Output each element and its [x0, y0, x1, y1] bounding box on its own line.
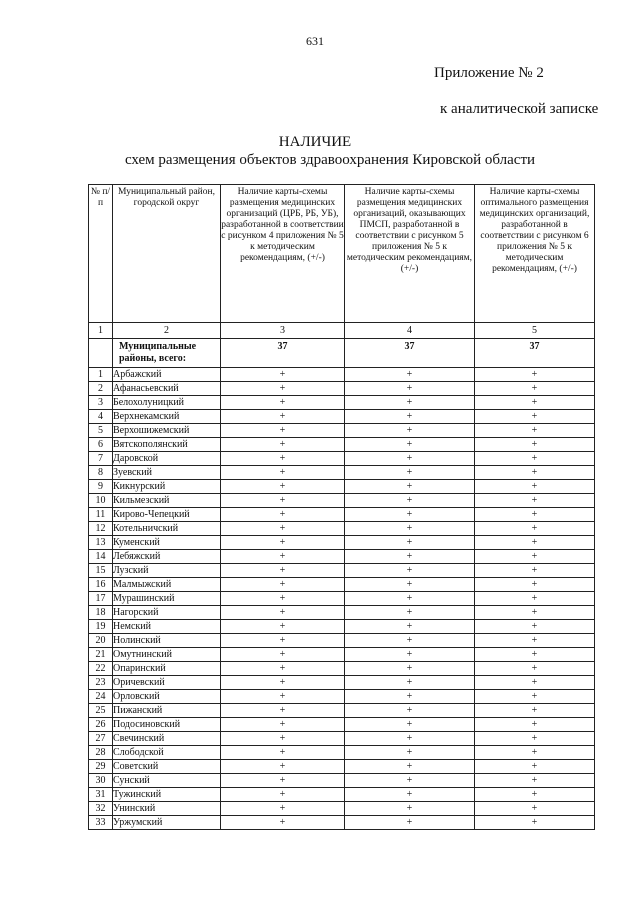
mark-col4: +: [345, 494, 475, 508]
mark-col3: +: [221, 718, 345, 732]
mark-col5: +: [475, 816, 595, 830]
mark-col4: +: [345, 480, 475, 494]
row-number: 2: [89, 382, 113, 396]
column-number: 1: [89, 323, 113, 339]
mark-col4: +: [345, 718, 475, 732]
row-number: 25: [89, 704, 113, 718]
header-row: [89, 185, 595, 323]
column-number: 5: [475, 323, 595, 339]
total-col5: 37: [475, 339, 595, 368]
mark-col4: +: [345, 704, 475, 718]
mark-col4: +: [345, 438, 475, 452]
mark-col4: +: [345, 620, 475, 634]
mark-col5: +: [475, 536, 595, 550]
district-name: Нагорский: [113, 606, 221, 620]
mark-col3: +: [221, 480, 345, 494]
table-row: [89, 704, 595, 718]
mark-col4: +: [345, 452, 475, 466]
header-col3: Наличие карты-схемы размещения медицинских организаций (ЦРБ, РБ, УБ), разработанной в соответствии с рисунком 4 приложения № 5 к методическим рекомендациям, (+/-): [221, 185, 345, 323]
mark-col4: +: [345, 816, 475, 830]
mark-col5: +: [475, 676, 595, 690]
mark-col3: +: [221, 522, 345, 536]
mark-col3: +: [221, 620, 345, 634]
row-number: 32: [89, 802, 113, 816]
mark-col5: +: [475, 480, 595, 494]
row-number: 30: [89, 774, 113, 788]
table-row: [89, 760, 595, 774]
appendix-label: Приложение № 2: [434, 65, 544, 81]
row-number: 11: [89, 508, 113, 522]
mark-col5: +: [475, 578, 595, 592]
district-name: Орловский: [113, 690, 221, 704]
header-col5: Наличие карты-схемы оптимального размещения медицинских организаций, разработанной в соответствии с рисунком 6 приложения № 5 к методическим рекомендациям, (+/-): [475, 185, 595, 323]
row-number: 26: [89, 718, 113, 732]
district-name: Опаринский: [113, 662, 221, 676]
row-number: 23: [89, 676, 113, 690]
header-district: Муниципальный район, городской округ: [113, 185, 221, 323]
document-title: НАЛИЧИЕ: [278, 134, 352, 150]
mark-col5: +: [475, 382, 595, 396]
district-name: Подосиновский: [113, 718, 221, 732]
mark-col4: +: [345, 690, 475, 704]
mark-col5: +: [475, 760, 595, 774]
document-subtitle: схем размещения объектов здравоохранения Кировской области: [124, 152, 536, 168]
table-row: [89, 788, 595, 802]
mark-col5: +: [475, 774, 595, 788]
mark-col3: +: [221, 788, 345, 802]
table-row: [89, 480, 595, 494]
mark-col5: +: [475, 620, 595, 634]
row-number: 12: [89, 522, 113, 536]
row-number: 20: [89, 634, 113, 648]
mark-col5: +: [475, 494, 595, 508]
row-number: 9: [89, 480, 113, 494]
row-number: 17: [89, 592, 113, 606]
total-label: Муниципальные районы, всего:: [113, 339, 221, 368]
mark-col4: +: [345, 536, 475, 550]
mark-col5: +: [475, 732, 595, 746]
mark-col3: +: [221, 466, 345, 480]
mark-col3: +: [221, 536, 345, 550]
district-name: Сунский: [113, 774, 221, 788]
mark-col3: +: [221, 774, 345, 788]
table-row: [89, 648, 595, 662]
table-row: [89, 452, 595, 466]
district-name: Унинский: [113, 802, 221, 816]
mark-col4: +: [345, 578, 475, 592]
district-name: Оричевский: [113, 676, 221, 690]
mark-col5: +: [475, 690, 595, 704]
mark-col5: +: [475, 634, 595, 648]
row-number: 8: [89, 466, 113, 480]
district-name: Омутнинский: [113, 648, 221, 662]
mark-col3: +: [221, 760, 345, 774]
mark-col5: +: [475, 746, 595, 760]
mark-col4: +: [345, 732, 475, 746]
table-body: [89, 323, 595, 830]
district-name: Верхнекамский: [113, 410, 221, 424]
total-col3: 37: [221, 339, 345, 368]
mark-col4: +: [345, 760, 475, 774]
table-row: [89, 690, 595, 704]
table-row: [89, 424, 595, 438]
row-number: 21: [89, 648, 113, 662]
mark-col3: +: [221, 494, 345, 508]
mark-col3: +: [221, 606, 345, 620]
mark-col3: +: [221, 816, 345, 830]
table-row: [89, 368, 595, 382]
mark-col3: +: [221, 452, 345, 466]
mark-col4: +: [345, 424, 475, 438]
row-number: 13: [89, 536, 113, 550]
row-number: 5: [89, 424, 113, 438]
mark-col5: +: [475, 662, 595, 676]
header-col4: Наличие карты-схемы размещения медицинских организаций, оказывающих ПМСП, разработанной в соответствии с рисунком 5 приложения № 5 к методическим рекомендациям, (+/-): [345, 185, 475, 323]
column-number: 2: [113, 323, 221, 339]
district-name: Даровской: [113, 452, 221, 466]
table-row: [89, 718, 595, 732]
mark-col4: +: [345, 522, 475, 536]
mark-col4: +: [345, 592, 475, 606]
table-row: [89, 410, 595, 424]
mark-col4: +: [345, 774, 475, 788]
mark-col4: +: [345, 788, 475, 802]
mark-col4: +: [345, 746, 475, 760]
row-number: 22: [89, 662, 113, 676]
table-row: [89, 732, 595, 746]
row-number: 16: [89, 578, 113, 592]
district-name: Тужинский: [113, 788, 221, 802]
mark-col3: +: [221, 690, 345, 704]
mark-col4: +: [345, 466, 475, 480]
mark-col4: +: [345, 410, 475, 424]
district-name: Афанасьевский: [113, 382, 221, 396]
district-name: Кикнурский: [113, 480, 221, 494]
mark-col3: +: [221, 396, 345, 410]
mark-col5: +: [475, 368, 595, 382]
mark-col3: +: [221, 368, 345, 382]
row-number: 33: [89, 816, 113, 830]
table-row: [89, 564, 595, 578]
table-row: [89, 592, 595, 606]
row-number: 29: [89, 760, 113, 774]
mark-col5: +: [475, 438, 595, 452]
mark-col4: +: [345, 634, 475, 648]
table-row: [89, 396, 595, 410]
row-number: 24: [89, 690, 113, 704]
total-row: [89, 339, 595, 368]
mark-col4: +: [345, 382, 475, 396]
mark-col5: +: [475, 648, 595, 662]
table-row: [89, 816, 595, 830]
district-name: Свечинский: [113, 732, 221, 746]
mark-col3: +: [221, 592, 345, 606]
mark-col5: +: [475, 550, 595, 564]
mark-col5: +: [475, 718, 595, 732]
table-row: [89, 508, 595, 522]
row-number: 1: [89, 368, 113, 382]
district-name: Уржумский: [113, 816, 221, 830]
row-number: 3: [89, 396, 113, 410]
mark-col5: +: [475, 788, 595, 802]
mark-col3: +: [221, 802, 345, 816]
mark-col4: +: [345, 676, 475, 690]
district-name: Нолинский: [113, 634, 221, 648]
mark-col4: +: [345, 802, 475, 816]
mark-col4: +: [345, 662, 475, 676]
mark-col5: +: [475, 396, 595, 410]
schemes-table: [88, 184, 595, 830]
district-name: Лузский: [113, 564, 221, 578]
mark-col3: +: [221, 438, 345, 452]
table-row: [89, 606, 595, 620]
table-row: [89, 438, 595, 452]
table-row: [89, 746, 595, 760]
header-num: № п/п: [89, 185, 113, 323]
row-number: 7: [89, 452, 113, 466]
mark-col5: +: [475, 424, 595, 438]
appendix-reference: к аналитической записке: [440, 101, 599, 117]
mark-col4: +: [345, 606, 475, 620]
row-number: 4: [89, 410, 113, 424]
mark-col4: +: [345, 368, 475, 382]
mark-col4: +: [345, 648, 475, 662]
mark-col5: +: [475, 508, 595, 522]
table-row: [89, 634, 595, 648]
mark-col3: +: [221, 508, 345, 522]
mark-col3: +: [221, 732, 345, 746]
row-number: 14: [89, 550, 113, 564]
mark-col4: +: [345, 508, 475, 522]
mark-col3: +: [221, 410, 345, 424]
table-row: [89, 550, 595, 564]
table-row: [89, 802, 595, 816]
district-name: Мурашинский: [113, 592, 221, 606]
table-row: [89, 466, 595, 480]
total-num-cell: [89, 339, 113, 368]
mark-col3: +: [221, 746, 345, 760]
mark-col3: +: [221, 564, 345, 578]
row-number: 28: [89, 746, 113, 760]
mark-col3: +: [221, 550, 345, 564]
row-number: 27: [89, 732, 113, 746]
mark-col5: +: [475, 564, 595, 578]
row-number: 18: [89, 606, 113, 620]
row-number: 31: [89, 788, 113, 802]
mark-col5: +: [475, 452, 595, 466]
mark-col5: +: [475, 802, 595, 816]
district-name: Кильмезский: [113, 494, 221, 508]
row-number: 6: [89, 438, 113, 452]
mark-col5: +: [475, 606, 595, 620]
mark-col5: +: [475, 592, 595, 606]
mark-col3: +: [221, 578, 345, 592]
district-name: Куменский: [113, 536, 221, 550]
table-row: [89, 382, 595, 396]
district-name: Малмыжский: [113, 578, 221, 592]
district-name: Слободской: [113, 746, 221, 760]
table-row: [89, 662, 595, 676]
district-name: Белохолуницкий: [113, 396, 221, 410]
mark-col3: +: [221, 382, 345, 396]
district-name: Советский: [113, 760, 221, 774]
table-row: [89, 522, 595, 536]
column-number: 3: [221, 323, 345, 339]
page-number: 631: [306, 34, 324, 48]
mark-col5: +: [475, 410, 595, 424]
table-row: [89, 536, 595, 550]
district-name: Пижанский: [113, 704, 221, 718]
district-name: Зуевский: [113, 466, 221, 480]
row-number: 15: [89, 564, 113, 578]
district-name: Немский: [113, 620, 221, 634]
district-name: Котельничский: [113, 522, 221, 536]
district-name: Арбажский: [113, 368, 221, 382]
table-row: [89, 578, 595, 592]
mark-col3: +: [221, 704, 345, 718]
mark-col5: +: [475, 466, 595, 480]
mark-col4: +: [345, 396, 475, 410]
district-name: Кирово-Чепецкий: [113, 508, 221, 522]
column-number-row: [89, 323, 595, 339]
district-name: Вятскополянский: [113, 438, 221, 452]
table-row: [89, 620, 595, 634]
column-number: 4: [345, 323, 475, 339]
mark-col5: +: [475, 704, 595, 718]
table-row: [89, 774, 595, 788]
row-number: 19: [89, 620, 113, 634]
mark-col5: +: [475, 522, 595, 536]
mark-col3: +: [221, 662, 345, 676]
table-row: [89, 676, 595, 690]
mark-col3: +: [221, 634, 345, 648]
district-name: Лебяжский: [113, 550, 221, 564]
table-row: [89, 494, 595, 508]
total-col4: 37: [345, 339, 475, 368]
district-name: Верхошижемский: [113, 424, 221, 438]
mark-col4: +: [345, 550, 475, 564]
mark-col3: +: [221, 648, 345, 662]
row-number: 10: [89, 494, 113, 508]
mark-col4: +: [345, 564, 475, 578]
mark-col3: +: [221, 676, 345, 690]
mark-col3: +: [221, 424, 345, 438]
